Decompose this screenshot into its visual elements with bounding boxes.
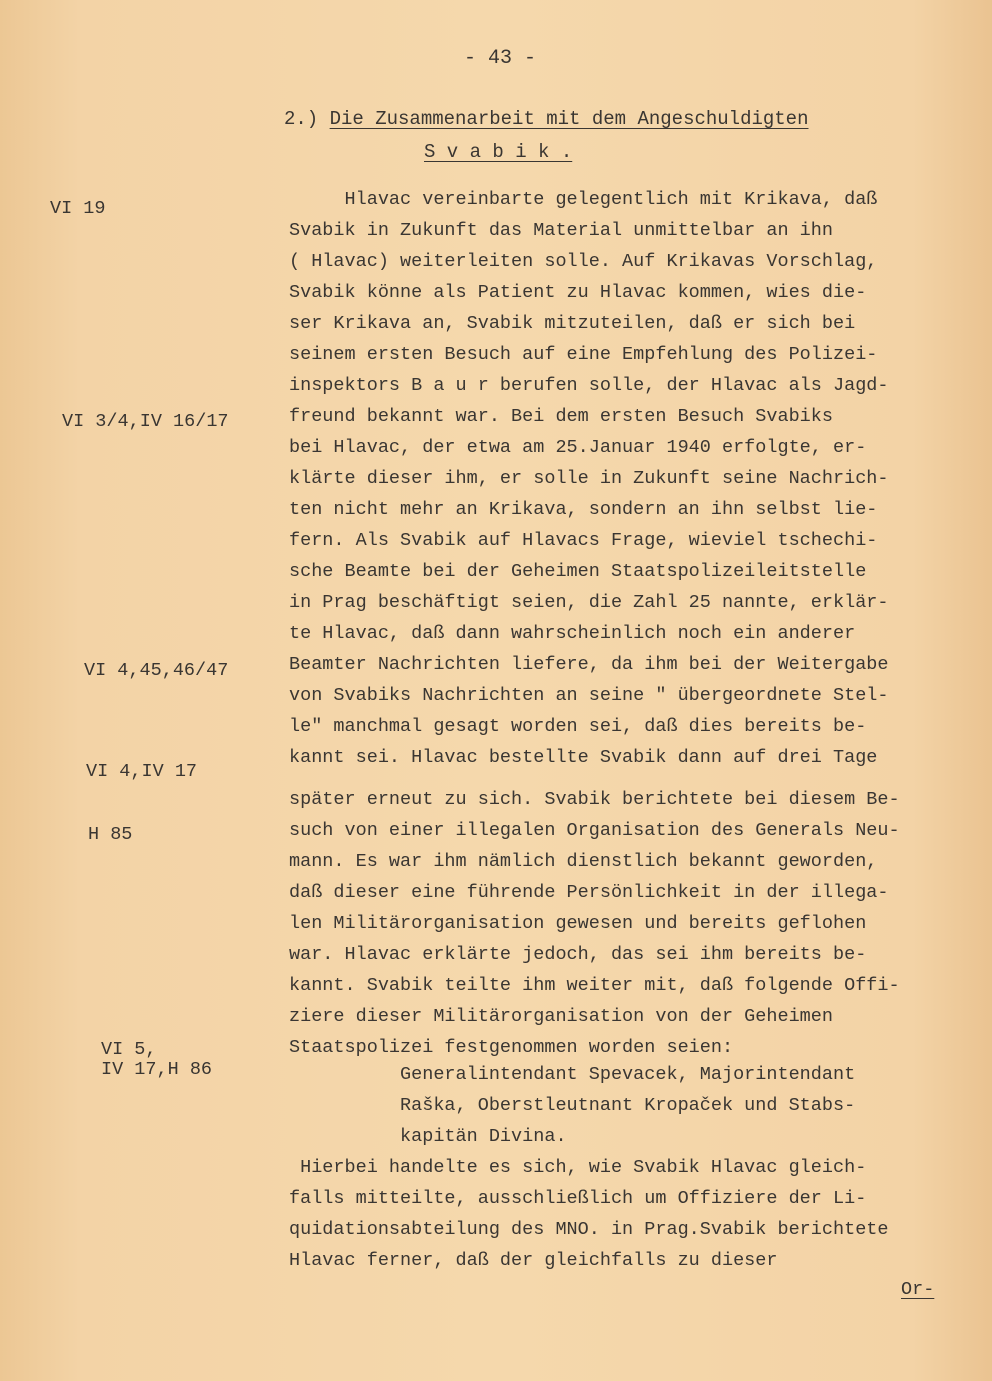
margin-note: VI 3/4,IV 16/17	[62, 411, 229, 432]
section-number: 2.)	[284, 108, 330, 130]
text-line: Hlavac ferner, daß der gleichfalls zu dieser	[289, 1250, 778, 1271]
section-title: Die Zusammenarbeit mit dem Angeschuldigten	[329, 108, 809, 130]
text-line: daß dieser eine führende Persönlichkeit in der illega-	[289, 882, 889, 903]
text-line: inspektors B a u r berufen solle, der Hlavac als Jagd-	[289, 375, 889, 396]
text-line: kannt sei. Hlavac bestellte Svabik dann auf drei Tage	[289, 747, 878, 768]
text-line: Raška, Oberstleutnant Kropaček und Stabs-	[289, 1095, 856, 1116]
text-line: in Prag beschäftigt seien, die Zahl 25 nannte, erklär-	[289, 592, 889, 613]
text-line: später erneut zu sich. Svabik berichtete bei diesem Be-	[289, 789, 900, 810]
text-line: Generalintendant Spevacek, Majorintendant	[289, 1064, 856, 1085]
text-line: Hierbei handelte es sich, wie Svabik Hlavac gleich-	[289, 1157, 867, 1178]
text-line: freund bekannt war. Bei dem ersten Besuch Svabiks	[289, 406, 833, 427]
margin-note: H 85	[88, 824, 133, 845]
text-line: ( Hlavac) weiterleiten solle. Auf Krikavas Vorschlag,	[289, 251, 878, 272]
text-line: seinem ersten Besuch auf eine Empfehlung des Polizei-	[289, 344, 878, 365]
text-line: Beamter Nachrichten liefere, da ihm bei der Weitergabe	[289, 654, 889, 675]
text-line: von Svabiks Nachrichten an seine " übergeordnete Stel-	[289, 685, 889, 706]
text-line: ten nicht mehr an Krikava, sondern an ihn selbst lie-	[289, 499, 878, 520]
margin-note: VI 4,45,46/47	[84, 660, 229, 681]
section-heading-name	[424, 141, 572, 163]
catchword	[901, 1279, 934, 1300]
section-heading	[284, 108, 809, 130]
text-line: ziere dieser Militärorganisation von der Geheimen	[289, 1006, 833, 1027]
text-line: klärte dieser ihm, er solle in Zukunft seine Nachrich-	[289, 468, 889, 489]
text-line: kannt. Svabik teilte ihm weiter mit, daß folgende Offi-	[289, 975, 900, 996]
text-line: bei Hlavac, der etwa am 25.Januar 1940 erfolgte, er-	[289, 437, 867, 458]
text-line: kapitän Divina.	[289, 1126, 567, 1147]
catchword-text: Or-	[901, 1279, 935, 1300]
text-line: le" manchmal gesagt worden sei, daß dies bereits be-	[289, 716, 867, 737]
text-line: te Hlavac, daß dann wahrscheinlich noch ein anderer	[289, 623, 856, 644]
page-number: - 43 -	[463, 47, 536, 70]
text-line: sche Beamte bei der Geheimen Staatspolizeileitstelle	[289, 561, 867, 582]
text-line: such von einer illegalen Organisation des Generals Neu-	[289, 820, 900, 841]
heading-person-name: S v a b i k .	[424, 141, 573, 163]
text-line: Svabik in Zukunft das Material unmittelbar an ihn	[289, 220, 833, 241]
text-line: falls mitteilte, ausschließlich um Offiziere der Li-	[289, 1188, 867, 1209]
margin-note: VI 4,IV 17	[86, 761, 198, 782]
text-line: fern. Als Svabik auf Hlavacs Frage, wieviel tschechi-	[289, 530, 878, 551]
text-line: Staatspolizei festgenommen worden seien:	[289, 1037, 734, 1058]
text-line: quidationsabteilung des MNO. in Prag.Svabik berichtete	[289, 1219, 889, 1240]
text-line: Hlavac vereinbarte gelegentlich mit Krikava, daß	[289, 189, 878, 210]
text-line: mann. Es war ihm nämlich dienstlich bekannt geworden,	[289, 851, 878, 872]
text-line: ser Krikava an, Svabik mitzuteilen, daß er sich bei	[289, 313, 856, 334]
text-line: len Militärorganisation gewesen und bereits geflohen	[289, 913, 867, 934]
text-line: Svabik könne als Patient zu Hlavac kommen, wies die-	[289, 282, 867, 303]
margin-note: VI 19	[50, 198, 106, 219]
text-line: war. Hlavac erklärte jedoch, das sei ihm bereits be-	[289, 944, 867, 965]
margin-note: VI 5, IV 17,H 86	[101, 1039, 213, 1080]
